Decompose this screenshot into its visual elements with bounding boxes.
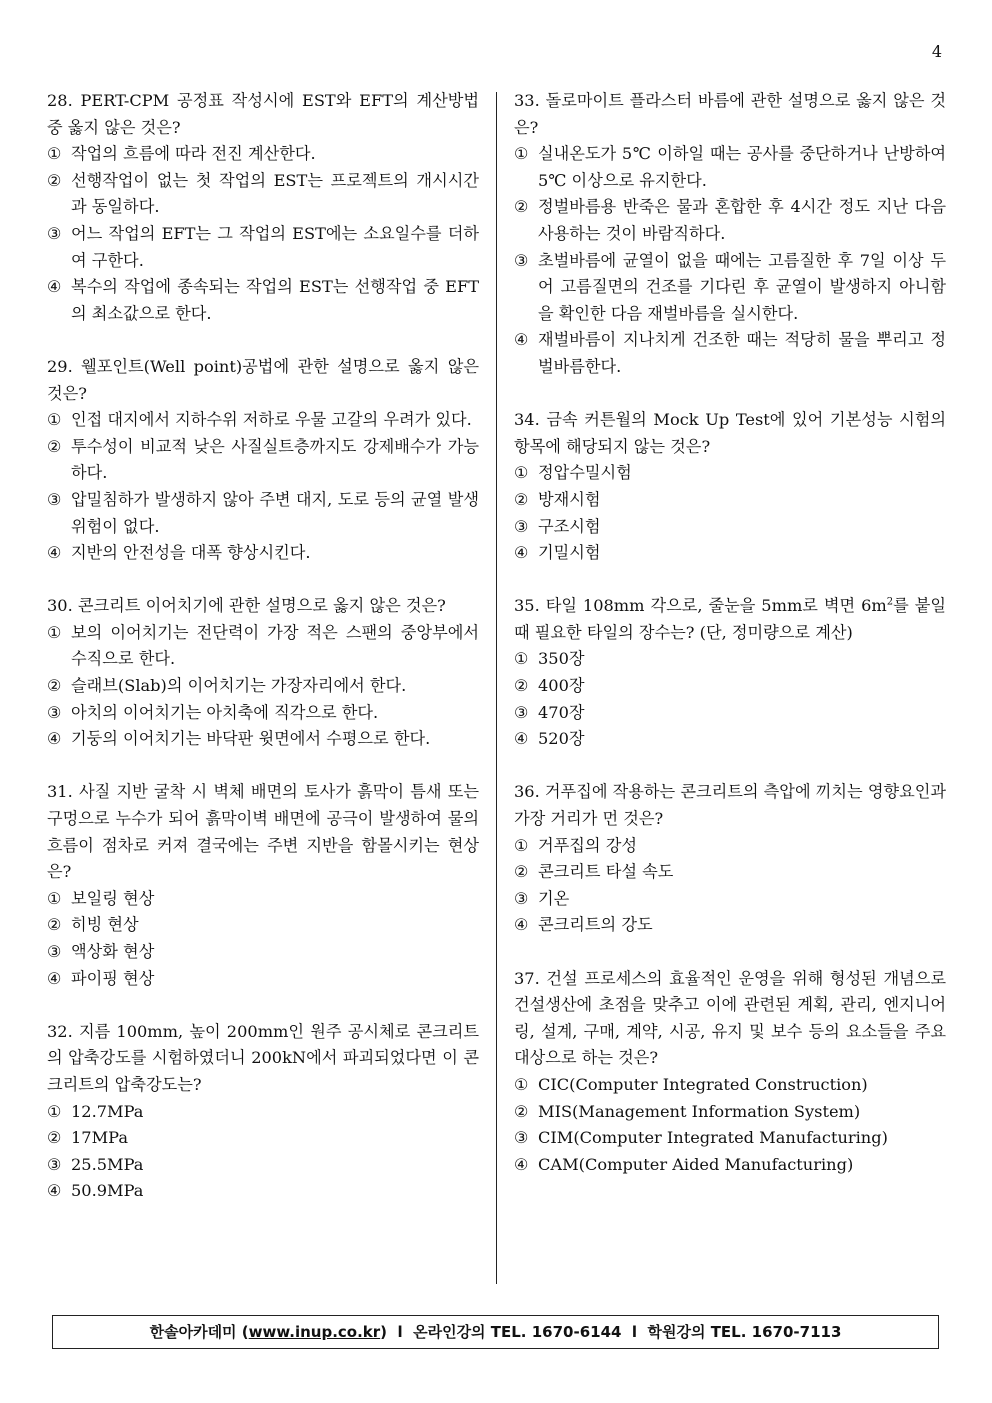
option-mark: ③: [47, 489, 62, 509]
option-text: 슬래브(Slab)의 이어치기는 가장자리에서 한다.: [71, 676, 407, 696]
option-mark: ①: [47, 144, 62, 164]
open-paren: (: [241, 1323, 249, 1341]
online-lecture-tel: 온라인강의 TEL. 1670-6144: [413, 1323, 622, 1341]
option-mark: ④: [514, 729, 529, 749]
option-mark: ①: [514, 649, 529, 669]
option-text: 인접 대지에서 지하수위 저하로 우물 고갈의 우려가 있다.: [71, 410, 472, 430]
option: [47, 434, 479, 487]
website-link[interactable]: www.inup.co.kr: [248, 1323, 381, 1341]
option-mark: ②: [47, 915, 62, 935]
question-title: 28. PERT-CPM 공정표 작성시에 EST와 EFT의 계산방법 중 옳지 않은 것은?: [47, 91, 479, 137]
option-text: 히빙 현상: [71, 915, 139, 935]
option: [514, 1152, 946, 1179]
question-title: 32. 지름 100mm, 높이 200mm인 원주 공시체로 콘크리트의 압축강도를 시험하였더니 200kN에서 파괴되었다면 이 콘크리트의 압축강도는?: [47, 1021, 479, 1094]
option-mark: ③: [47, 223, 62, 243]
option-text: 12.7MPa: [71, 1101, 144, 1121]
question-title: 37. 건설 프로세스의 효율적인 운영을 위해 형성된 개념으로 건설생산에 초점을 맞추고 이에 관련된 계획, 관리, 엔지니어링, 설계, 구매, 계약, 시공, 유지 및 보수 등의 요소들을 주요 대상으로 하는 것은?: [514, 968, 946, 1068]
footer-separator: l: [397, 1323, 403, 1341]
option-mark: ②: [47, 676, 62, 696]
option: [47, 700, 479, 727]
option: [514, 460, 946, 487]
question-title: [514, 593, 946, 646]
question-title-part: 를 붙일 때 필요한 타일의 장수는? (단, 정미량으로 계산): [514, 596, 946, 642]
option-mark: ②: [514, 676, 529, 696]
option-text: 거푸집의 강성: [538, 835, 637, 855]
superscript: 2: [886, 596, 894, 608]
option: [47, 966, 479, 993]
option: [47, 168, 479, 221]
option-text: 콘크리트의 강도: [538, 915, 653, 935]
option: [47, 221, 479, 274]
option-text: 액상화 현상: [71, 942, 155, 961]
option: [514, 912, 946, 939]
option-text: 지반의 안전성을 대폭 향상시킨다.: [71, 543, 311, 563]
option: [514, 1099, 946, 1126]
page-number: 4: [931, 42, 942, 61]
option-text: 520장: [538, 729, 585, 749]
option-mark: ④: [47, 1181, 62, 1201]
option: [514, 487, 946, 514]
option: [514, 700, 946, 727]
option-mark: ③: [514, 1128, 529, 1148]
option-text: CAM(Computer Aided Manufacturing): [538, 1154, 854, 1174]
option: [514, 248, 946, 328]
question-title: 29. 웰포인트(Well point)공법에 관한 설명으로 옳지 않은 것은?: [47, 356, 479, 403]
option: [47, 886, 479, 913]
question-title: 31. 사질 지반 굴착 시 벽체 배면의 토사가 흙막이 틈새 또는 구멍으로 누수가 되어 흙막이벽 배면에 공극이 발생하여 물의 흐름이 점차로 커져 결국에는 주변 지반을 함몰시키는 현상은?: [47, 782, 479, 882]
question-title: 30. 콘크리트 이어치기에 관한 설명으로 옳지 않은 것은?: [47, 596, 446, 616]
option-text: 50.9MPa: [71, 1181, 144, 1201]
option: [514, 859, 946, 886]
option-text: 17MPa: [71, 1128, 128, 1148]
option-mark: ④: [514, 543, 529, 563]
column-divider: [496, 92, 497, 1284]
question-34: [514, 407, 946, 567]
option: [47, 912, 479, 939]
option-mark: ③: [514, 888, 529, 908]
question-36: [514, 779, 946, 939]
option: [514, 1072, 946, 1099]
option-text: 초벌바름에 균열이 없을 때에는 고름질한 후 7일 이상 두어 고름질면의 건조를 기다린 후 균열이 발생하지 아니함을 확인한 다음 재벌바름을 실시한다.: [538, 250, 946, 323]
close-paren: ): [380, 1323, 388, 1341]
option-mark: ③: [514, 250, 529, 270]
option: [514, 673, 946, 700]
question-title: 34. 금속 커튼월의 Mock Up Test에 있어 기본성능 시험의 항목에 해당되지 않는 것은?: [514, 410, 946, 456]
option-text: MIS(Management Information System): [538, 1101, 861, 1121]
option-text: 400장: [538, 676, 585, 696]
question-title-part: 35. 타일 108mm 각으로, 줄눈을 5mm로 벽면 6m: [514, 596, 887, 616]
option-text: 작업의 흐름에 따라 전진 계산한다.: [71, 144, 316, 164]
option: [514, 194, 946, 247]
question-33: [514, 88, 946, 381]
option-text: 투수성이 비교적 낮은 사질실트층까지도 강제배수가 가능하다.: [71, 436, 479, 483]
option-text: 보의 이어치기는 전단력이 가장 적은 스팬의 중앙부에서 수직으로 한다.: [71, 622, 479, 669]
option-mark: ③: [47, 1154, 62, 1174]
option-text: 아치의 이어치기는 아치축에 직각으로 한다.: [71, 702, 379, 722]
option-text: 압밀침하가 발생하지 않아 주변 대지, 도로 등의 균열 발생 위험이 없다.: [71, 489, 479, 536]
option-mark: ①: [514, 1074, 529, 1094]
option-text: CIC(Computer Integrated Construction): [538, 1074, 868, 1094]
option-mark: ①: [47, 1101, 62, 1121]
option-mark: ②: [514, 197, 529, 217]
question-30: [47, 593, 479, 753]
option-mark: ④: [47, 729, 62, 749]
option-mark: ④: [514, 330, 529, 350]
option: [514, 327, 946, 380]
option-text: 복수의 작업에 종속되는 작업의 EST는 선행작업 중 EFT의 최소값으로 한다.: [71, 277, 479, 323]
option: [47, 141, 479, 168]
option-text: 구조시험: [538, 516, 601, 536]
option-mark: ①: [514, 144, 529, 164]
option: [47, 939, 479, 966]
option-text: 파이핑 현상: [71, 968, 155, 988]
option-mark: ④: [47, 543, 62, 563]
option: [514, 514, 946, 541]
option-mark: ④: [514, 915, 529, 935]
question-title: 33. 돌로마이트 플라스터 바름에 관한 설명으로 옳지 않은 것은?: [514, 91, 946, 137]
option-text: 실내온도가 5℃ 이하일 때는 공사를 중단하거나 난방하여 5℃ 이상으로 유지한다.: [538, 144, 946, 190]
option: [514, 646, 946, 673]
option-text: 정벌바름용 반죽은 물과 혼합한 후 4시간 정도 지난 다음 사용하는 것이 바람직하다.: [538, 197, 946, 243]
option: [514, 540, 946, 567]
option: [47, 1125, 479, 1152]
option-text: 350장: [538, 649, 585, 669]
option: [47, 540, 479, 567]
question-37: [514, 966, 946, 1179]
option: [514, 141, 946, 194]
option-mark: ①: [514, 463, 529, 483]
option-mark: ②: [514, 489, 529, 509]
option-mark: ③: [47, 702, 62, 722]
option-mark: ②: [514, 1101, 529, 1121]
question-31: [47, 779, 479, 992]
option: [514, 833, 946, 860]
option: [47, 487, 479, 540]
option: [47, 673, 479, 700]
option: [514, 726, 946, 753]
option-mark: ②: [47, 1128, 62, 1148]
question-32: [47, 1019, 479, 1205]
option-mark: ②: [47, 436, 62, 456]
question-29: [47, 354, 479, 567]
option-mark: ④: [514, 1154, 529, 1174]
option-text: 기둥의 이어치기는 바닥판 윗면에서 수평으로 한다.: [71, 729, 431, 749]
option-text: 보일링 현상: [71, 888, 155, 908]
option: [47, 407, 479, 434]
academy-name: 한솔아카데미: [149, 1323, 237, 1341]
option: [514, 1125, 946, 1152]
option: [514, 886, 946, 913]
option-text: 방재시험: [538, 489, 601, 509]
question-28: [47, 88, 479, 327]
option: [47, 1178, 479, 1205]
option-text: 470장: [538, 702, 585, 722]
option-mark: ②: [47, 170, 62, 190]
offline-lecture-tel: 학원강의 TEL. 1670-7113: [647, 1323, 842, 1341]
option-mark: ①: [47, 888, 62, 908]
option-text: 기밀시험: [538, 543, 601, 563]
option-mark: ③: [514, 702, 529, 722]
option-text: 기온: [538, 888, 570, 908]
option-mark: ④: [47, 968, 62, 988]
question-35: [514, 593, 946, 753]
right-column: [514, 88, 946, 1205]
option-text: CIM(Computer Integrated Manufacturing): [538, 1128, 888, 1148]
option: [47, 1099, 479, 1126]
option-mark: ①: [47, 410, 62, 430]
left-column: [47, 88, 479, 1232]
option-text: 25.5MPa: [71, 1154, 144, 1174]
option: [47, 1152, 479, 1179]
option-text: 선행작업이 없는 첫 작업의 EST는 프로젝트의 개시시간과 동일하다.: [71, 170, 479, 217]
option-text: 재벌바름이 지나치게 건조한 때는 적당히 물을 뿌리고 정벌바름한다.: [538, 330, 946, 376]
option-mark: ③: [514, 516, 529, 536]
option: [47, 726, 479, 753]
option-mark: ①: [47, 622, 62, 642]
option-text: 콘크리트 타설 속도: [538, 862, 674, 882]
option: [47, 620, 479, 673]
option-mark: ③: [47, 942, 62, 961]
option: [47, 274, 479, 327]
option-text: 정압수밀시험: [538, 463, 632, 483]
question-title: 36. 거푸집에 작용하는 콘크리트의 측압에 끼치는 영향요인과 가장 거리가 먼 것은?: [514, 782, 946, 829]
option-text: 어느 작업의 EFT는 그 작업의 EST에는 소요일수를 더하여 구한다.: [71, 223, 479, 270]
option-mark: ④: [47, 277, 62, 297]
option-mark: ①: [514, 835, 529, 855]
option-mark: ②: [514, 862, 529, 882]
footer-banner: [52, 1315, 939, 1349]
footer-separator: l: [631, 1323, 638, 1341]
